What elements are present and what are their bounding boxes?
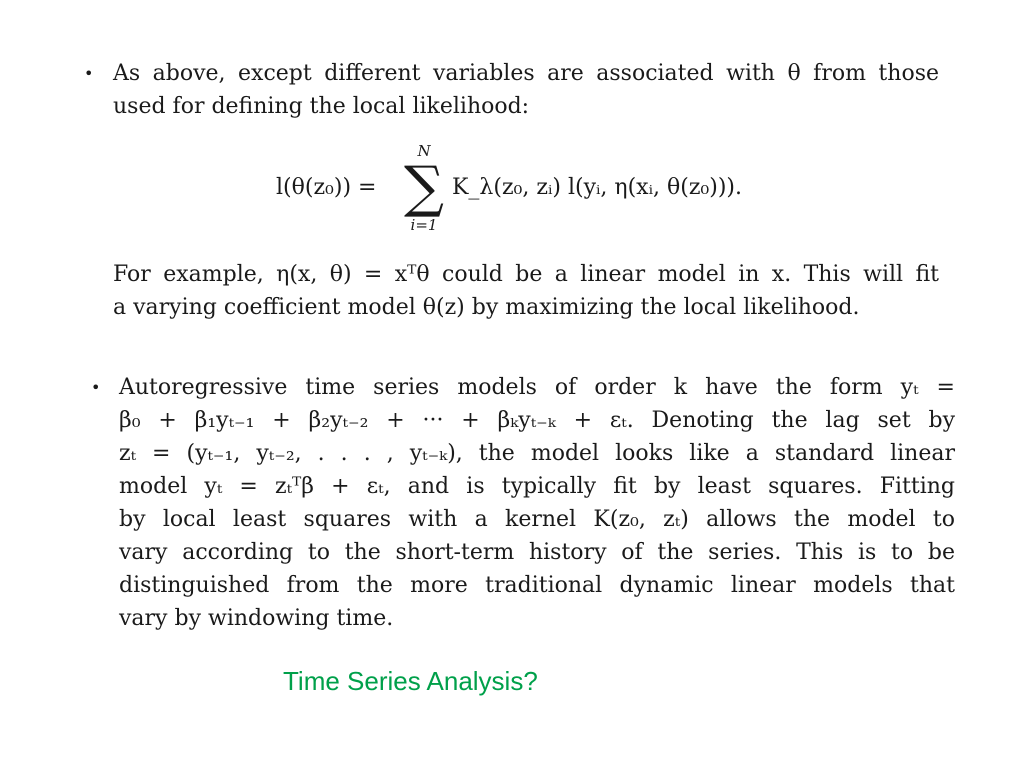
bullet-1-intro: [113, 57, 939, 123]
bullet-2-line-2: β₀ + β₁yₜ₋₁ + β₂yₜ₋₂ + ··· + βₖyₜ₋ₖ + εₜ. Denoting the lag set by: [119, 408, 955, 433]
equation-rhs: K_λ(z₀, zᵢ) l(yᵢ, η(xᵢ, θ(z₀))).: [452, 175, 742, 200]
bullet-2-line-7: distinguished from the more traditional dynamic linear models that: [119, 573, 955, 598]
bullet-2-line-6: vary according to the short-term history of the series. This is to be: [119, 540, 955, 565]
bullet-2-paragraph: [119, 371, 955, 635]
bullet-marker-2: •: [91, 378, 101, 397]
bullet-2-line-1: Autoregressive time series models of order k have the form yₜ =: [119, 375, 955, 400]
bullet-1-example: [113, 258, 939, 324]
equation-lhs: l(θ(z₀)) =: [276, 175, 377, 200]
bullet-2-line-3: zₜ = (yₜ₋₁, yₜ₋₂, . . . , yₜ₋ₖ), the model looks like a standard linear: [119, 441, 955, 466]
bullet-2-line-5: by local least squares with a kernel K(z₀, zₜ) allows the model to: [119, 507, 955, 532]
summation: [402, 142, 446, 234]
bullet-1-follow-line-2: a varying coefficient model θ(z) by maximizing the local likelihood.: [113, 295, 860, 320]
slide-caption: Time Series Analysis?: [283, 666, 538, 696]
sum-upper-limit: N: [417, 142, 431, 160]
bullet-1-line-2: used for defining the local likelihood:: [113, 94, 530, 119]
bullet-1-follow-line-1: For example, η(x, θ) = xᵀθ could be a linear model in x. This will fit: [113, 262, 939, 287]
bullet-1-line-1: As above, except different variables are associated with θ from those: [113, 61, 939, 86]
sum-lower-limit: i=1: [410, 216, 438, 234]
bullet-2-line-8: vary by windowing time.: [119, 606, 394, 631]
bullet-2-line-4: model yₜ = zₜᵀβ + εₜ, and is typically fit by least squares. Fitting: [119, 474, 955, 499]
sum-sign: ∑: [404, 155, 444, 220]
bullet-marker-1: •: [84, 64, 94, 83]
